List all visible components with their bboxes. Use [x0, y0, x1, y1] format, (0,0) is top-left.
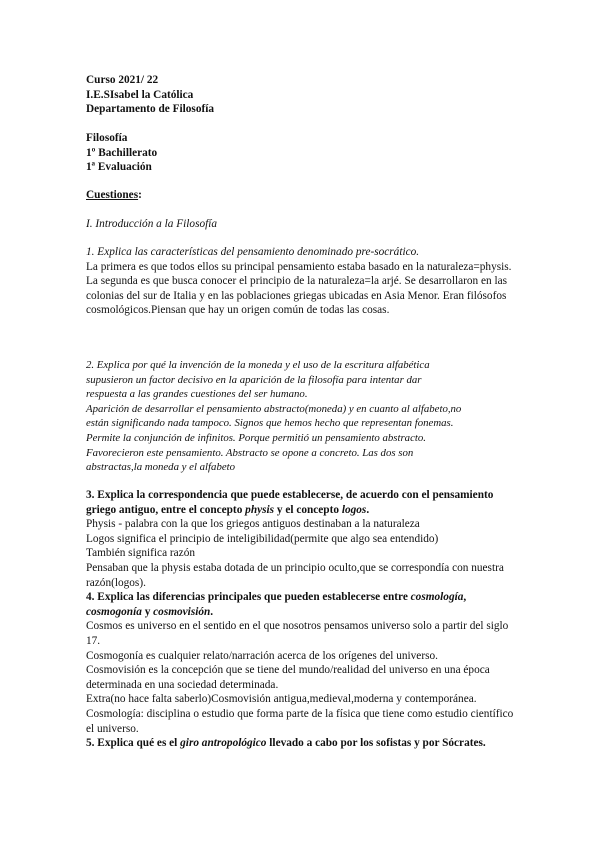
term-cosmologia: cosmología [410, 591, 464, 604]
unit-title: I. Introducción a la Filosofía [86, 218, 218, 230]
subject-info [86, 131, 518, 175]
document-header [86, 73, 518, 117]
question-5-prompt: 5. Explica qué es el giro antropológico llevado a cabo por los sofistas y por Sócrates. [86, 737, 486, 750]
question-3-answer-line: Pensaban que la physis estaba dotada de un principio oculto,que se correspondía con nuestra razón(logos). [86, 561, 504, 589]
section-heading-text: Cuestiones [86, 189, 139, 201]
section-heading-colon: : [138, 189, 142, 201]
question-2-line: respuesta a las grandes cuestiones del ser humano. [86, 388, 308, 401]
question-4-answer-line: Cosmos es universo en el sentido en el que nosotros pensamos universo solo a partir del siglo 17. [86, 620, 509, 647]
question-3-answer-line: También significa razón [86, 547, 195, 560]
question-3 [86, 488, 518, 751]
term-cosmogonia: cosmogonía [86, 605, 142, 618]
question-1-answer: La primera es que todos ellos su principal pensamiento estaba basado en la naturaleza=physis. La segunda es que busca conocer el principio de la naturaleza=la arjé. Se desarrollaron en las colonias del sur de Italia y en las poblaciones griegas ubicadas en Asia Menor. Eran filósofos cosmológicos.Piensan que hay un origen común de todas las cosas. [86, 260, 512, 317]
term-physis: physis [245, 503, 275, 516]
question-1 [86, 245, 518, 318]
term-cosmovision: cosmovisión [153, 605, 211, 618]
term-logos: logos [341, 503, 367, 516]
question-2-line: supusieron un factor decisivo en la aparición de la filosofía para intentar dar [86, 373, 422, 386]
term-giro-antropologico: giro antropológico [180, 737, 267, 750]
question-4-prompt: 4. Explica las diferencias principales que pueden establecerse entre cosmología, cosmogonía y cosmovisión. [86, 591, 467, 618]
question-4-answer-line: Cosmovisión es la concepción que se tiene del mundo/realidad del universo en una época determinada en una sociedad determinada. [86, 664, 490, 691]
course-year: Curso 2021/ 22 [86, 74, 159, 86]
question-3-prompt: 3. Explica la correspondencia que puede establecerse, de acuerdo con el pensamiento griego antiguo, entre el concepto physis y el concepto logos. [86, 489, 494, 516]
question-2-line: 2. Explica por qué la invención de la moneda y el uso de la escritura alfabética [86, 359, 430, 371]
question-4-answer-line: Cosmogonía es cualquier relato/narración acerca de los orígenes del universo. [86, 649, 438, 662]
question-2-answer-line: abstractas,la moneda y el alfabeto [86, 461, 236, 474]
question-2 [86, 358, 518, 475]
question-2-answer-line: están significando nada tampoco. Signos que hemos hecho que representan fonemas. [86, 417, 454, 430]
question-1-prompt: 1. Explica las características del pensamiento denominado pre-socrático. [86, 246, 420, 258]
question-3-answer-line: Physis - palabra con la que los griegos antiguos destinaban a la naturaleza [86, 518, 420, 531]
question-4-answer-line: Cosmología: disciplina o estudio que forma parte de la física que tiene como estudio científico el universo. [86, 707, 514, 735]
question-3-answer-line: Logos significa el principio de inteligibilidad(permite que algo sea entendido) [86, 532, 439, 545]
question-4-answer-line: Extra(no hace falta saberlo)Cosmovisión antigua,medieval,moderna y contemporánea. [86, 693, 477, 706]
school-name: I.E.SIsabel la Católica [86, 88, 194, 101]
question-2-answer-line: Permite la conjunción de infinitos. Porque permitió un pensamiento abstracto. [86, 431, 426, 444]
question-2-answer-line: Favorecieron este pensamiento. Abstracto se opone a concreto. Las dos son [86, 446, 414, 459]
subject-name: Filosofía [86, 132, 128, 144]
department-name: Departamento de Filosofía [86, 103, 215, 116]
question-2-answer-line: Aparición de desarrollar el pensamiento abstracto(moneda) y en cuanto al alfabeto,no [86, 402, 462, 415]
course-level: 1º Bachillerato [86, 146, 158, 159]
section-heading [86, 188, 518, 203]
evaluation-term: 1ª Evaluación [86, 161, 152, 174]
